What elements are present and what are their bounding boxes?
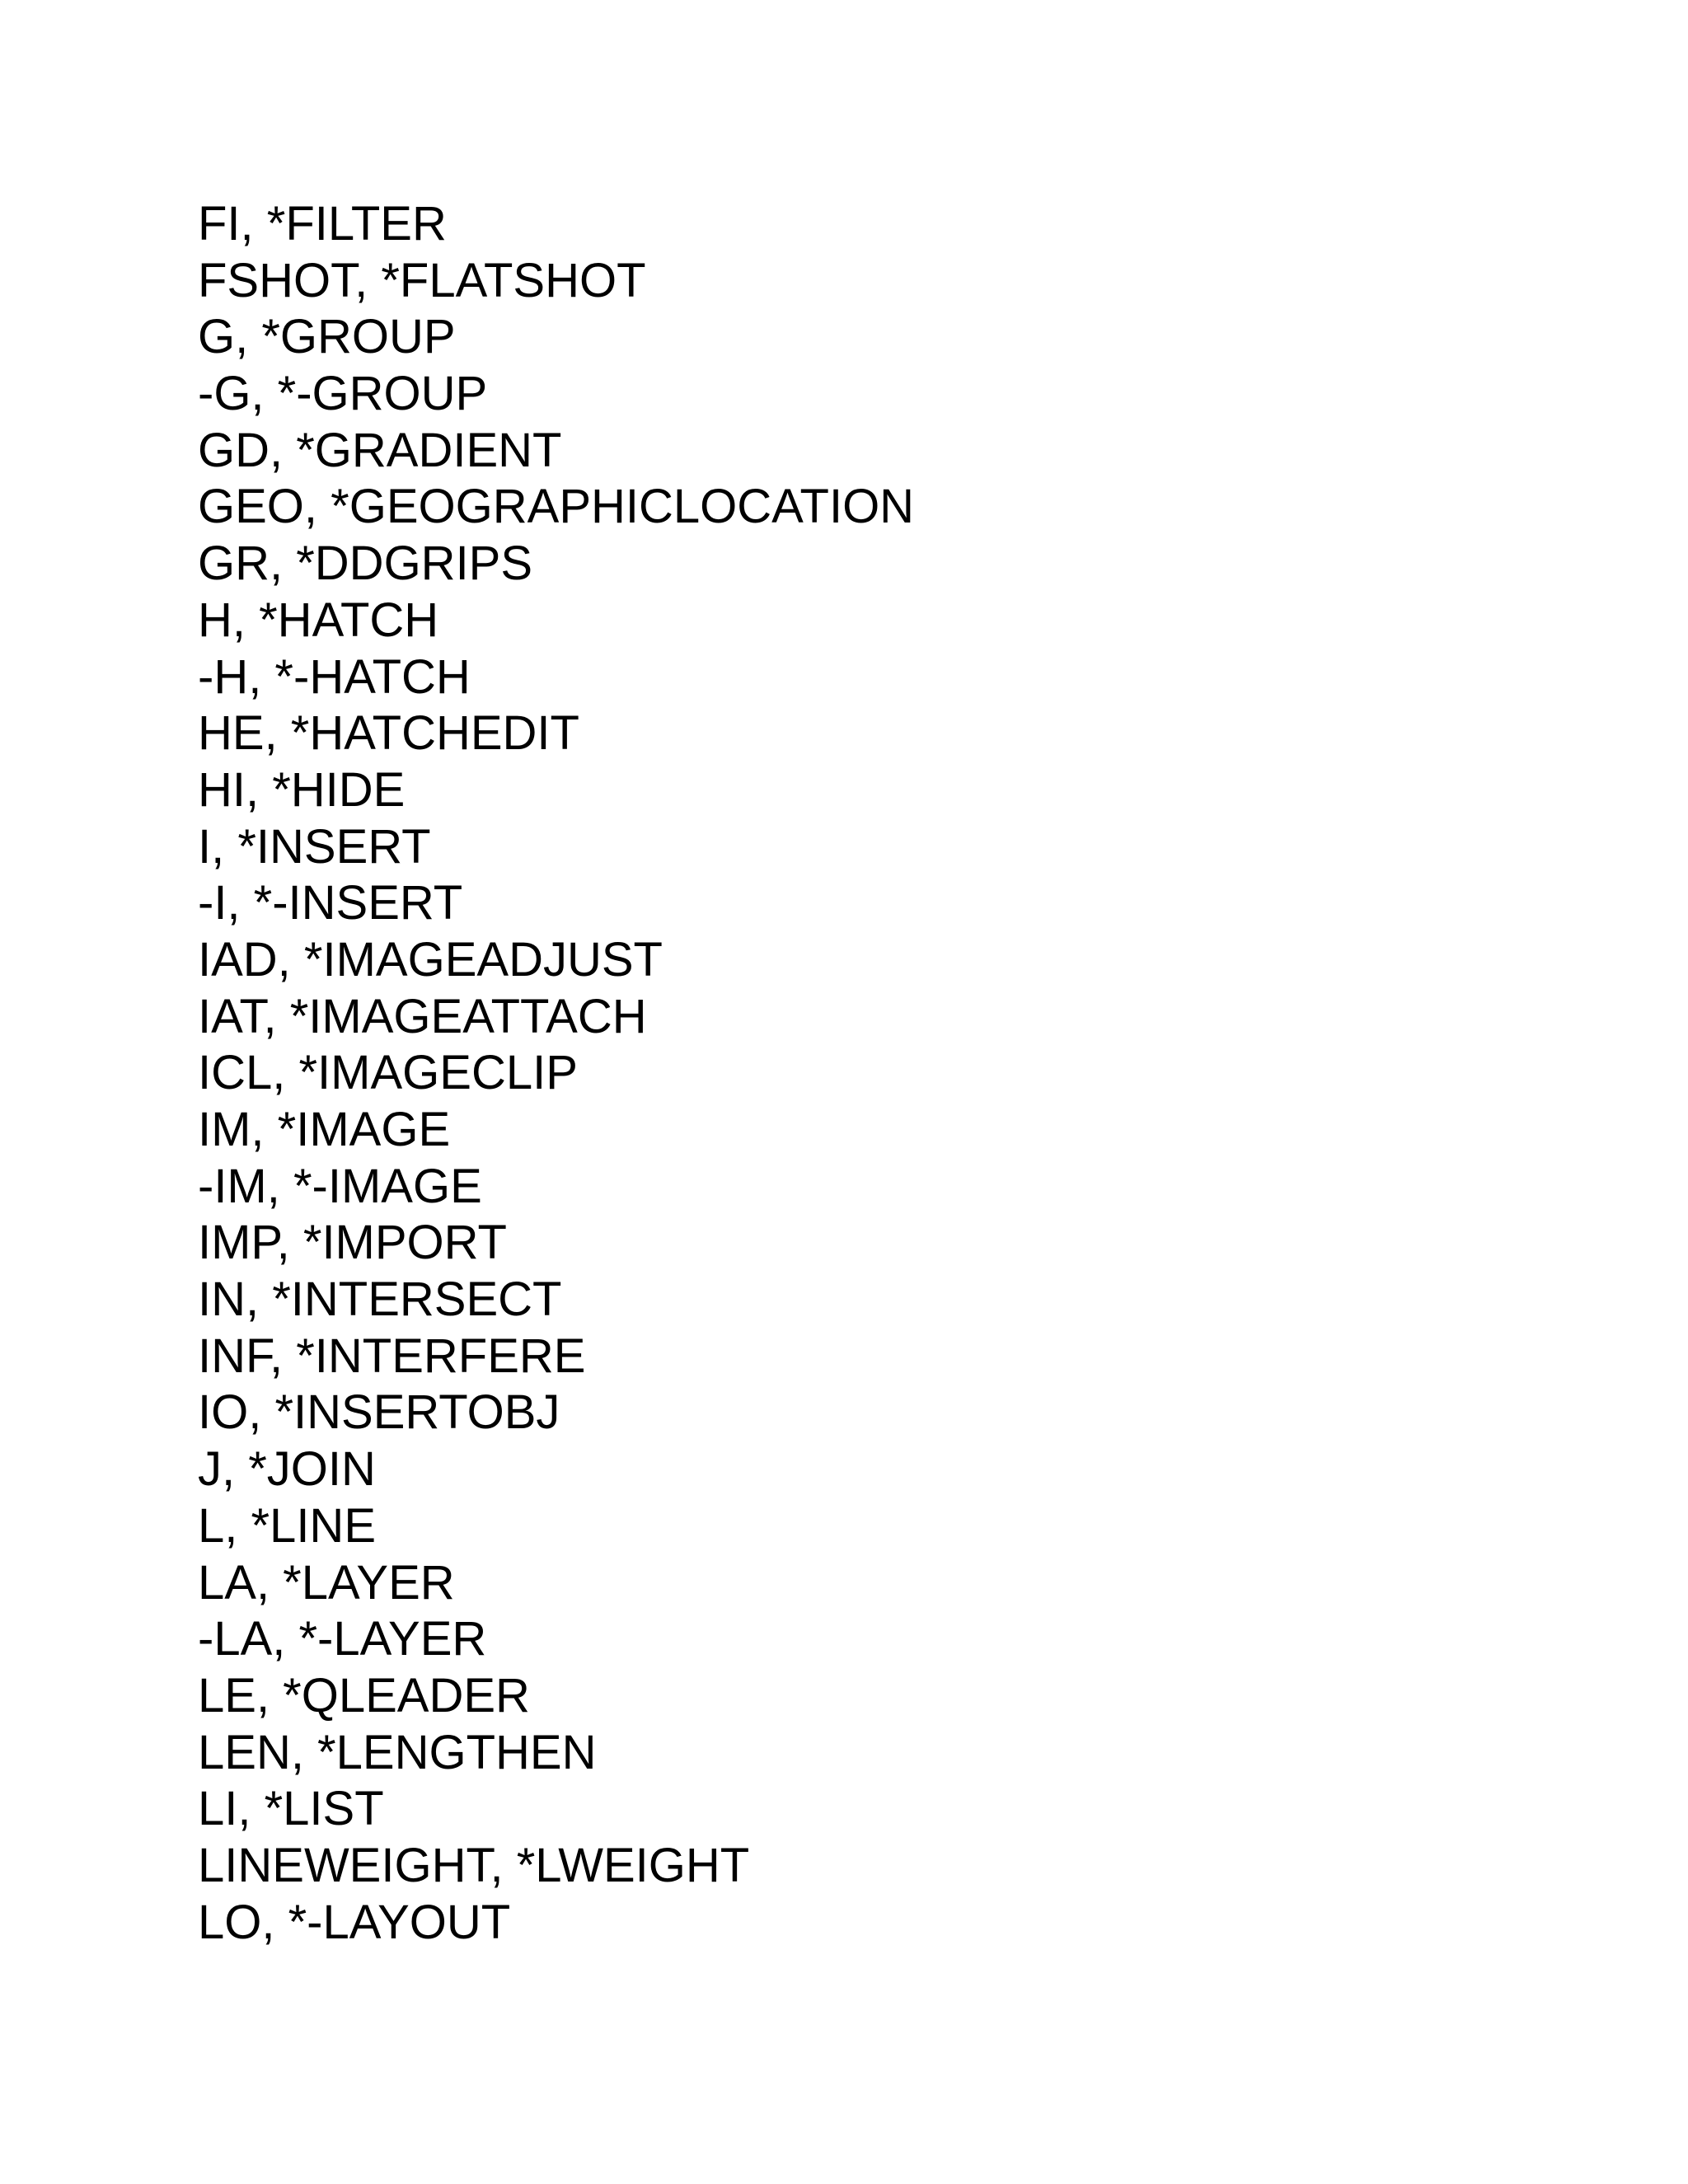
alias-line: G, *GROUP xyxy=(198,310,456,364)
alias-line: HI, *HIDE xyxy=(198,762,406,817)
alias-line: LINEWEIGHT, *LWEIGHT xyxy=(198,1838,750,1892)
alias-line: -I, *-INSERT xyxy=(198,876,463,930)
alias-line: IAD, *IMAGEADJUST xyxy=(198,932,663,987)
alias-line: LA, *LAYER xyxy=(198,1555,455,1610)
alias-line: I, *INSERT xyxy=(198,819,431,874)
alias-line: J, *JOIN xyxy=(198,1442,376,1497)
alias-line: -G, *-GROUP xyxy=(198,367,488,421)
alias-line: ICL, *IMAGECLIP xyxy=(198,1046,578,1100)
alias-line: -LA, *-LAYER xyxy=(198,1612,487,1666)
alias-line: IMP, *IMPORT xyxy=(198,1216,507,1270)
alias-line: GEO, *GEOGRAPHICLOCATION xyxy=(198,480,915,534)
alias-line: H, *HATCH xyxy=(198,593,439,647)
alias-line: GR, *DDGRIPS xyxy=(198,537,533,591)
alias-line: INF, *INTERFERE xyxy=(198,1329,586,1383)
alias-line: -H, *-HATCH xyxy=(198,649,471,704)
alias-line: LE, *QLEADER xyxy=(198,1668,530,1722)
alias-line: LI, *LIST xyxy=(198,1782,384,1836)
alias-line: -IM, *-IMAGE xyxy=(198,1159,482,1213)
alias-line: IO, *INSERTOBJ xyxy=(198,1385,560,1440)
alias-line: IAT, *IMAGEATTACH xyxy=(198,989,647,1043)
alias-line: LEN, *LENGTHEN xyxy=(198,1725,597,1779)
alias-line: IN, *INTERSECT xyxy=(198,1272,562,1327)
alias-line: L, *LINE xyxy=(198,1498,376,1553)
alias-line: LO, *-LAYOUT xyxy=(198,1895,511,1949)
alias-line: HE, *HATCHEDIT xyxy=(198,706,579,761)
alias-line: FSHOT, *FLATSHOT xyxy=(198,253,646,307)
alias-line: IM, *IMAGE xyxy=(198,1103,451,1156)
command-alias-list xyxy=(198,196,914,1951)
alias-line: FI, *FILTER xyxy=(198,197,447,251)
alias-line: GD, *GRADIENT xyxy=(198,423,562,477)
